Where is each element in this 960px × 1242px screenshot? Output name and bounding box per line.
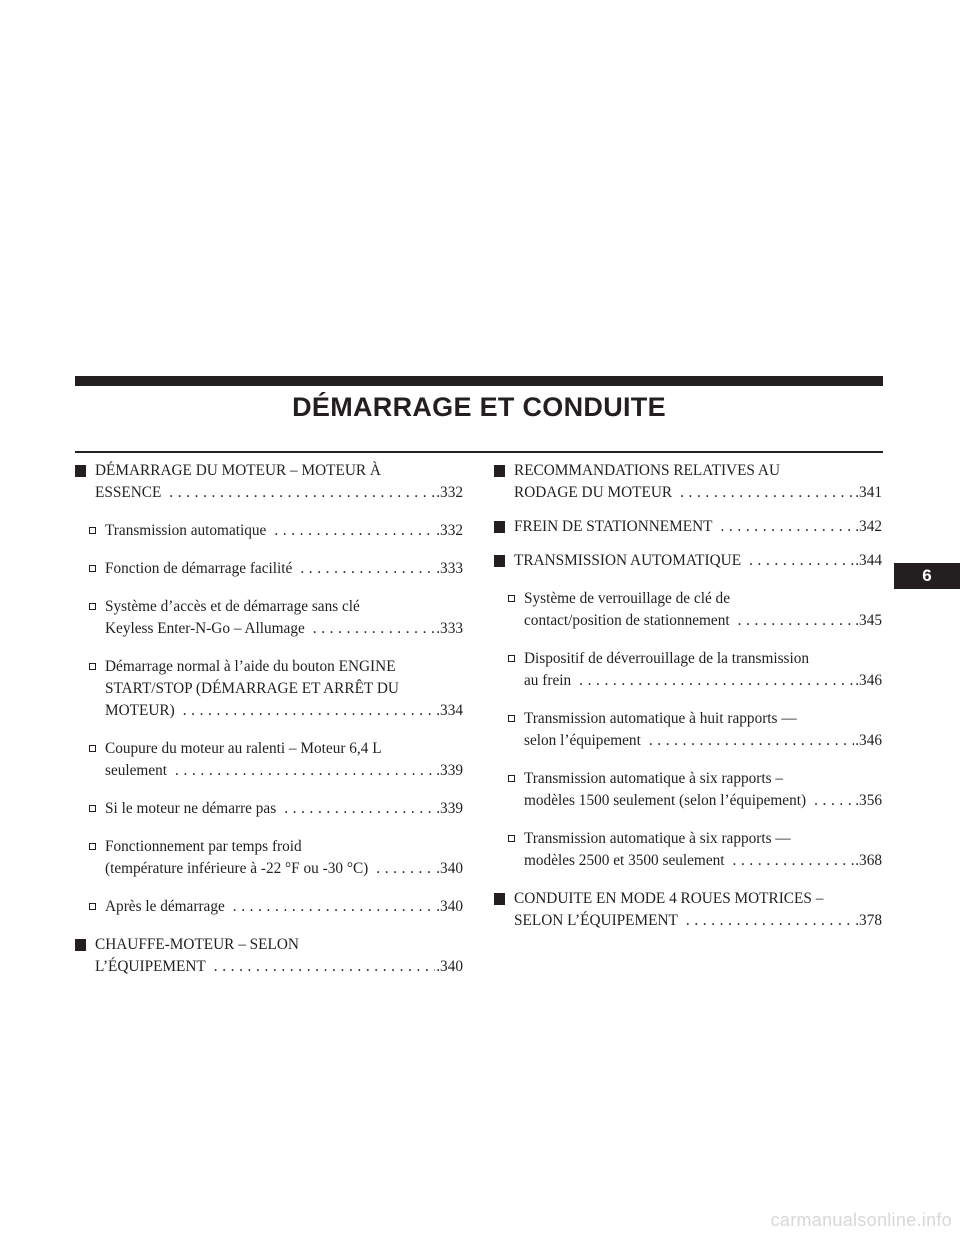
dot-leader [376,858,435,880]
watermark [0,1210,960,1231]
dot-leader [313,618,435,640]
toc-entry-text: Démarrage normal à l’aide du bouton ENGINE [105,658,396,675]
toc-entry[interactable] [494,888,882,932]
toc-page-number: .345 [855,612,882,629]
hollow-square-bullet-icon [89,527,96,534]
toc-page-number: .340 [436,898,463,915]
chapter-tab[interactable]: 6 [894,563,960,589]
toc-right-column [494,460,882,932]
toc-page-number: .340 [436,958,463,975]
toc-entry-text: Si le moteur ne démarre pas [105,800,277,817]
toc-entry-text: selon l’équipement [524,732,641,749]
toc-entry-text: CHAUFFE-MOTEUR – SELON [95,936,299,953]
toc-entry-text: seulement [105,762,168,779]
toc-entry[interactable] [494,588,882,632]
toc-entry-text: Système d’accès et de démarrage sans clé [105,598,360,615]
toc-entry-text: Dispositif de déverrouillage de la transmission [524,650,810,667]
toc-entry-text: L’ÉQUIPEMENT [95,958,206,975]
watermark-text: carmanualsonline.info [770,1210,952,1230]
toc-page-number: .378 [855,912,882,929]
toc-entry[interactable] [75,656,463,722]
toc-entry[interactable] [75,896,463,918]
hollow-square-bullet-icon [508,655,515,662]
toc-entry[interactable] [75,798,463,820]
hollow-square-bullet-icon [89,745,96,752]
hollow-square-bullet-icon [89,843,96,850]
toc-entry[interactable] [75,596,463,640]
toc-page-number: .346 [855,672,882,689]
toc-entry-text: Transmission automatique à huit rapports — [524,710,797,727]
dot-leader [749,550,854,572]
toc-entry[interactable] [494,550,882,572]
toc-page-number: .346 [855,732,882,749]
filled-square-bullet-icon [494,893,505,905]
toc-entry-text: Fonctionnement par temps froid [105,838,302,855]
toc-entry-text: au frein [524,672,572,689]
toc-entry-text: RECOMMANDATIONS RELATIVES AU [514,462,781,479]
toc-entry-text: Coupure du moteur au ralenti – Moteur 6,4 L [105,740,382,757]
toc-page-number: .333 [436,620,463,637]
toc-page-number: .342 [855,518,882,535]
filled-square-bullet-icon [75,465,86,477]
dot-leader [169,482,435,504]
hollow-square-bullet-icon [89,903,96,910]
hollow-square-bullet-icon [89,603,96,610]
toc-entry-text: modèles 2500 et 3500 seulement [524,852,725,869]
toc-entry-text: Transmission automatique à six rapports — [524,830,791,847]
toc-entry-text: (température inférieure à -22 °F ou -30 °C) [105,860,369,877]
toc-page-number: .368 [855,852,882,869]
toc-page-number: .344 [855,552,882,569]
toc-page-number: .339 [436,762,463,779]
hollow-square-bullet-icon [508,835,515,842]
filled-square-bullet-icon [494,521,505,533]
toc-entry[interactable] [75,558,463,580]
dot-leader [720,516,854,538]
toc-entry[interactable] [494,828,882,872]
dot-leader [738,610,855,632]
page-title: DÉMARRAGE ET CONDUITE [292,392,666,422]
filled-square-bullet-icon [494,555,505,567]
toc-entry[interactable] [75,738,463,782]
header-thick-rule [75,376,883,386]
toc-page-number: .339 [436,800,463,817]
dot-leader [214,956,435,978]
dot-leader [233,896,435,918]
hollow-square-bullet-icon [508,715,515,722]
dot-leader [680,482,854,504]
toc-entry-text: RODAGE DU MOTEUR [514,484,673,501]
hollow-square-bullet-icon [89,663,96,670]
toc-entry-text: SELON L’ÉQUIPEMENT [514,912,678,929]
dot-leader [649,730,854,752]
toc-entry-text: contact/position de stationnement [524,612,730,629]
toc-entry[interactable] [494,768,882,812]
toc-entry-text: START/STOP (DÉMARRAGE ET ARRÊT DU [105,680,399,697]
toc-entry-text: Keyless Enter-N-Go – Allumage [105,620,305,637]
toc-entry[interactable] [75,520,463,542]
toc-entry-text: MOTEUR) [105,702,175,719]
toc-entry[interactable] [494,516,882,538]
hollow-square-bullet-icon [89,565,96,572]
dot-leader [579,670,854,692]
toc-page-number: .333 [436,560,463,577]
toc-page-number: .356 [855,792,882,809]
toc-page-number: .334 [436,702,463,719]
dot-leader [300,558,435,580]
dot-leader [183,700,436,722]
dot-leader [284,798,435,820]
toc-entry[interactable] [494,708,882,752]
header-thin-rule [75,451,883,453]
filled-square-bullet-icon [75,939,86,951]
toc-entry-text: Fonction de démarrage facilité [105,560,293,577]
dot-leader [814,790,854,812]
dot-leader [175,760,435,782]
toc-entry[interactable] [75,934,463,978]
toc-entry-text: Système de verrouillage de clé de [524,590,731,607]
filled-square-bullet-icon [494,465,505,477]
toc-entry-text: modèles 1500 seulement (selon l’équipement) [524,792,807,809]
toc-entry-text: Après le démarrage [105,898,225,915]
toc-page-number: .340 [436,860,463,877]
dot-leader [733,850,855,872]
toc-page-number: .332 [436,484,463,501]
hollow-square-bullet-icon [508,595,515,602]
dot-leader [274,520,435,542]
toc-entry[interactable] [494,460,882,504]
toc-entry-text: Transmission automatique [105,522,267,539]
toc-entry-text: FREIN DE STATIONNEMENT [514,518,713,535]
toc-left-column [75,460,463,978]
hollow-square-bullet-icon [508,775,515,782]
toc-page-number: .341 [855,484,882,501]
toc-entry-text: TRANSMISSION AUTOMATIQUE [514,552,742,569]
dot-leader [686,910,854,932]
toc-page-number: .332 [436,522,463,539]
toc-entry-text: ESSENCE [95,484,162,501]
toc-entry[interactable] [494,648,882,692]
toc-entry[interactable] [75,836,463,880]
toc-entry-text: Transmission automatique à six rapports – [524,770,784,787]
toc-entry-text: DÉMARRAGE DU MOTEUR – MOTEUR À [95,462,381,479]
toc-entry[interactable] [75,460,463,504]
hollow-square-bullet-icon [89,805,96,812]
toc-entry-text: CONDUITE EN MODE 4 ROUES MOTRICES – [514,890,824,907]
